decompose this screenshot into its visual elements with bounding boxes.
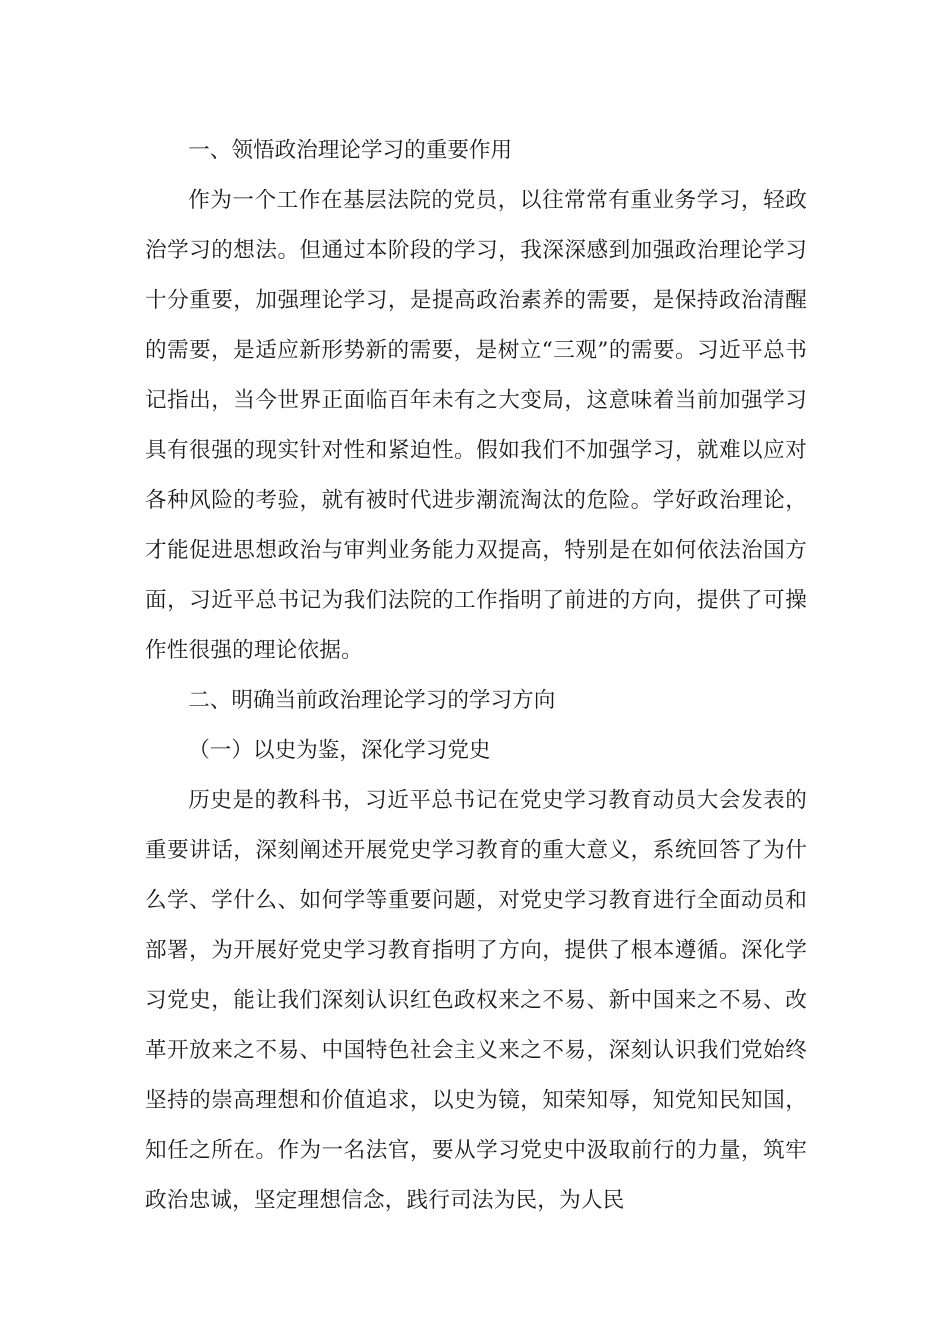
document-body <box>145 126 807 1226</box>
section-heading-1: 一、领悟政治理论学习的重要作用 <box>188 138 513 163</box>
paragraph-2: 历史是的教科书，习近平总书记在党史学习教育动员大会发表的重要讲话，深刻阐述开展党史学习教育的重大意义，系统回答了为什么学、学什么、如何学等重要问题，对党史学习教育进行全面动员和部署，为开展好党史学习教育指明了方向，提供了根本遵循。深化学习党史，能让我们深刻认识红色政权来之不易、新中国来之不易、改革开放来之不易、中国特色社会主义来之不易，深刻认识我们党始终坚持的崇高理想和价值追求，以史为镜，知荣知辱，知党知民知国，知任之所在。作为一名法官，要从学习党史中汲取前行的力量，筑牢政治忠诚，坚定理想信念，践行司法为民，为人民 <box>145 788 807 1213</box>
paragraph-1: 作为一个工作在基层法院的党员，以往常常有重业务学习，轻政治学习的想法。但通过本阶段的学习，我深深感到加强政治理论学习十分重要，加强理论学习，是提高政治素养的需要，是保持政治清醒的需要，是适应新形势新的需要，是树立“三观”的需要。习近平总书记指出，当今世界正面临百年未有之大变局，这意味着当前加强学习具有很强的现实针对性和紧迫性。假如我们不加强学习，就难以应对各种风险的考验，就有被时代进步潮流淘汰的危险。学好政治理论，才能促进思想政治与审判业务能力双提高，特别是在如何依法治国方面，习近平总书记为我们法院的工作指明了前进的方向，提供了可操作性很强的理论依据。 <box>145 188 807 663</box>
section-heading-2: 二、明确当前政治理论学习的学习方向 <box>188 688 556 713</box>
subsection-heading-2-1: （一）以史为鉴，深化学习党史 <box>188 738 491 763</box>
